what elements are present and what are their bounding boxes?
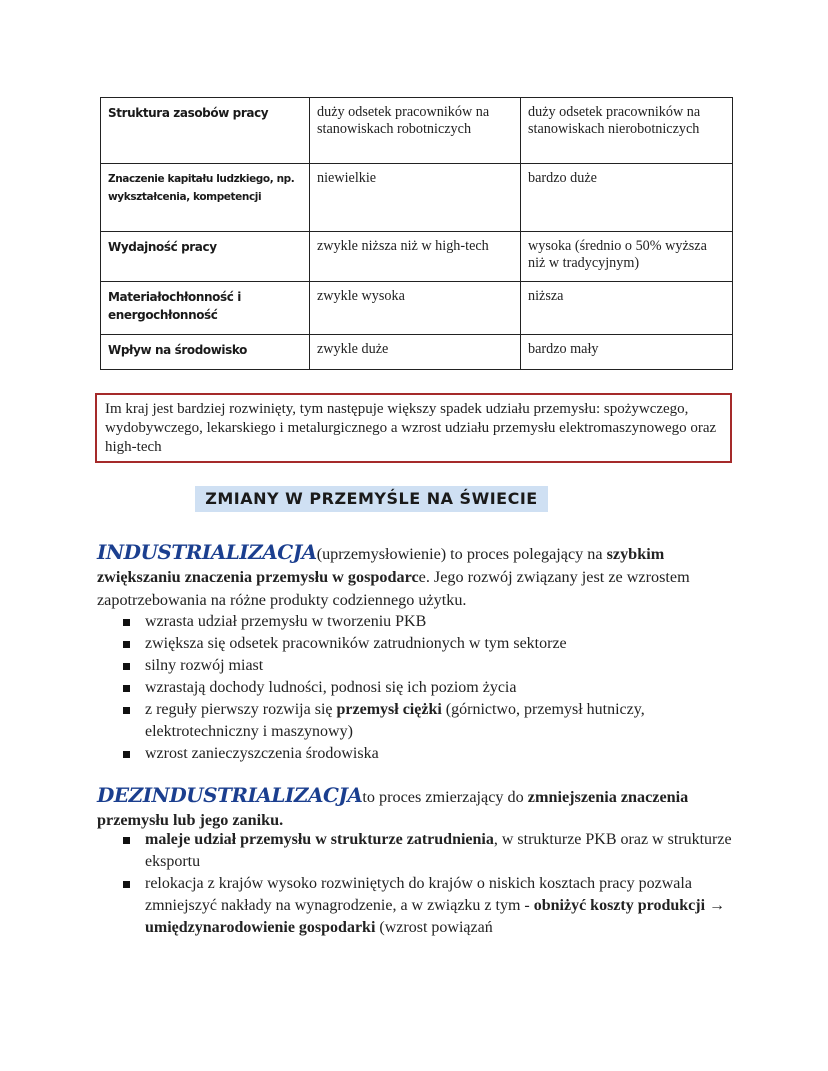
row-label: Struktura zasobów pracy <box>101 98 310 164</box>
row-label: Materiałochłonność i energochłonność <box>101 282 310 335</box>
list-item: zwiększa się odsetek pracowników zatrudnionych w tym sektorze <box>97 633 737 655</box>
section-heading: ZMIANY W PRZEMYŚLE NA ŚWIECIE <box>195 486 548 512</box>
bullet-icon <box>123 685 130 692</box>
cell-high-tech: wysoka (średnio o 50% wyższa niż w tradycyjnym) <box>521 232 733 282</box>
list-item: wzrastają dochody ludności, podnosi się ich poziom życia <box>97 677 737 699</box>
table-row <box>101 98 733 164</box>
list-item: wzrasta udział przemysłu w tworzeniu PKB <box>97 611 737 633</box>
table-row <box>101 282 733 335</box>
definition-bold: szybkim zwiększaniu znaczenia przemysłu w gospodarc <box>97 545 665 586</box>
definition-text: to proces zmierzający do <box>362 788 528 806</box>
row-label: Wpływ na środowisko <box>101 335 310 370</box>
list-item: z reguły pierwszy rozwija się przemysł ciężki (górnictwo, przemysł hutniczy, elektrotechniczny i maszynowy) <box>97 699 737 743</box>
list-item: wzrost zanieczyszczenia środowiska <box>97 743 737 765</box>
industrialization-list <box>97 611 737 765</box>
cell-high-tech: bardzo duże <box>521 164 733 232</box>
cell-high-tech: bardzo mały <box>521 335 733 370</box>
cell-traditional: zwykle duże <box>310 335 521 370</box>
table-row <box>101 164 733 232</box>
cell-high-tech: niższa <box>521 282 733 335</box>
bullet-icon <box>123 837 130 844</box>
definition-text: (uprzemysłowienie) to proces polegający na <box>316 545 607 563</box>
bullet-icon <box>123 751 130 758</box>
list-item: silny rozwój miast <box>97 655 737 677</box>
list-item: relokacja z krajów wysoko rozwiniętych do krajów o niskich kosztach pracy pozwala zmniejszyć nakłady na wynagrodzenie, a w związku z tym - obniżyć koszty produkcji → umiędzynarodowienie gospodarki (wzrost powiązań <box>97 873 737 939</box>
table-row <box>101 232 733 282</box>
definition-text: e. Jego rozwój związany jest ze wzrostem zapotrzebowania na różne produkty codziennego użytku. <box>97 568 690 609</box>
deindustrialization-paragraph <box>97 784 737 832</box>
bullet-icon <box>123 663 130 670</box>
definition-bold: zmniejszenia znaczenia przemysłu lub jego zaniku. <box>97 788 689 829</box>
note-box: Im kraj jest bardziej rozwinięty, tym następuje większy spadek udziału przemysłu: spożywczego, wydobywczego, lekarskiego i metalurgicznego a wzrost udziału przemysłu elektromaszynowego oraz high-tech <box>95 393 732 463</box>
list-item: maleje udział przemysłu w strukturze zatrudnienia, w strukturze PKB oraz w strukturze eksportu <box>97 829 737 873</box>
row-label: Wydajność pracy <box>101 232 310 282</box>
cell-traditional: zwykle wysoka <box>310 282 521 335</box>
deindustrialization-term: DEZINDUSTRIALIZACJA <box>97 783 363 807</box>
industrialization-paragraph <box>97 541 737 612</box>
bullet-icon <box>123 881 130 888</box>
cell-traditional: niewielkie <box>310 164 521 232</box>
bullet-icon <box>123 641 130 648</box>
industrialization-term: INDUSTRIALIZACJA <box>97 540 317 564</box>
cell-high-tech: duży odsetek pracowników na stanowiskach nierobotniczych <box>521 98 733 164</box>
table-row <box>101 335 733 370</box>
deindustrialization-list <box>97 829 737 939</box>
cell-traditional: zwykle niższa niż w high-tech <box>310 232 521 282</box>
bullet-icon <box>123 707 130 714</box>
comparison-table <box>100 97 733 370</box>
row-label: Znaczenie kapitału ludzkiego, np. wykształcenia, kompetencji <box>101 164 310 232</box>
cell-traditional: duży odsetek pracowników na stanowiskach robotniczych <box>310 98 521 164</box>
bullet-icon <box>123 619 130 626</box>
